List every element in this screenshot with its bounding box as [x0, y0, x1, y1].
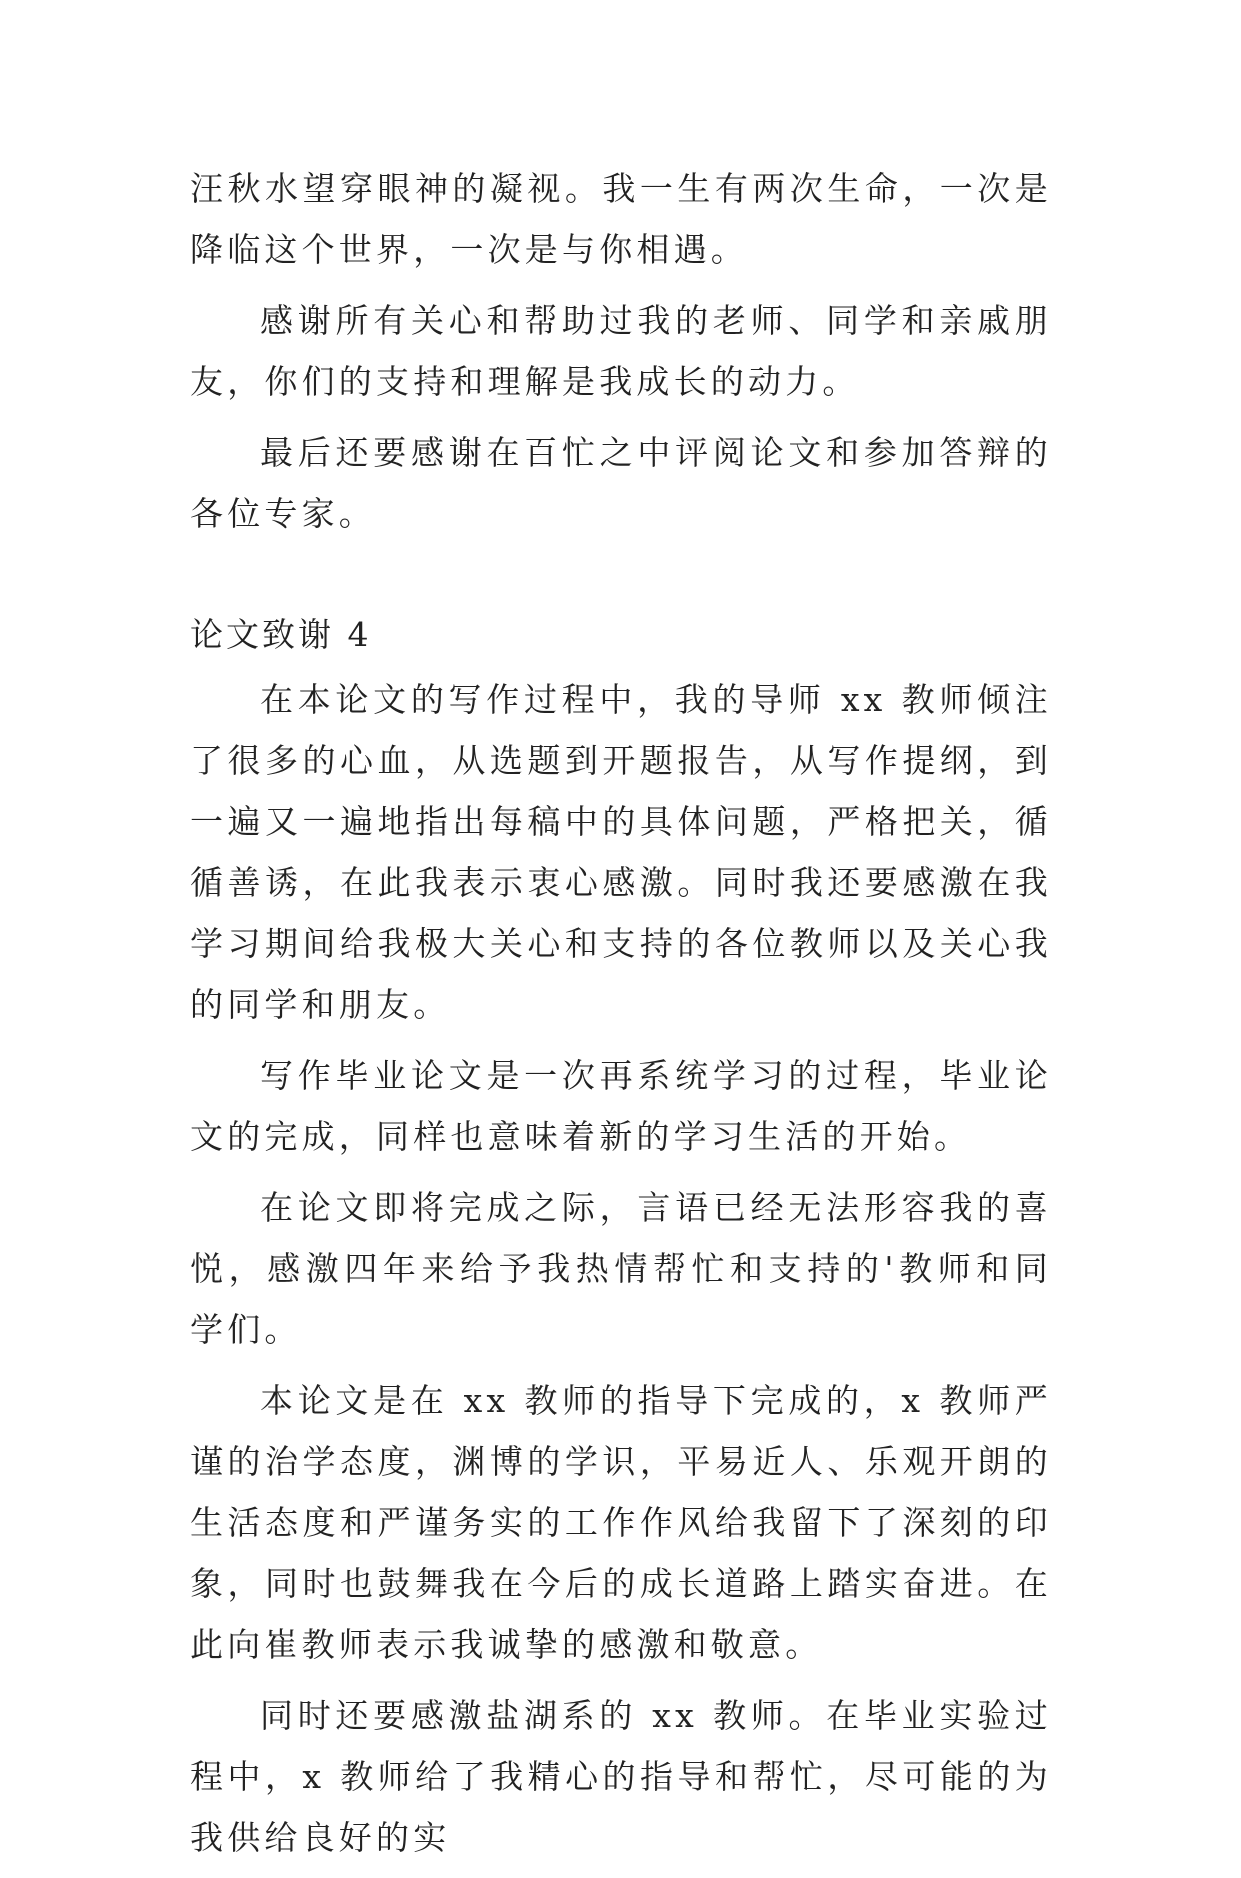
paragraph-teacher-guidance: 本论文是在 xx 教师的指导下完成的，x 教师严谨的治学态度，渊博的学识，平易近人、乐观开朗的生活态度和严谨务实的工作作风给我留下了深刻的印象，同时也鼓舞我在今后的成长道路上踏实奋进。在此向崔教师表示我诚挚的感激和敬意。 — [190, 1381, 1052, 1664]
section-heading: 论文致谢 4 — [190, 615, 372, 654]
paragraph-writing: 写作毕业论文是一次再系统学习的过程，毕业论文的完成，同样也意味着新的学习生活的开始。 — [190, 1056, 1052, 1156]
paragraph-salt-lake-dept: 同时还要感激盐湖系的 xx 教师。在毕业实验过程中，x 教师给了我精心的指导和帮忙，尽可能的为我供给良好的实 — [190, 1696, 1052, 1857]
paragraph-thanks-experts: 最后还要感谢在百忙之中评阅论文和参加答辩的各位专家。 — [190, 433, 1052, 533]
paragraph-gratitude: 在论文即将完成之际，言语已经无法形容我的喜悦，感激四年来给予我热情帮忙和支持的'教师和同学们。 — [190, 1188, 1052, 1349]
paragraph-thanks-family: 感谢所有关心和帮助过我的老师、同学和亲戚朋友，你们的支持和理解是我成长的动力。 — [190, 301, 1052, 401]
paragraph-advisor: 在本论文的写作过程中，我的导师 xx 教师倾注了很多的心血，从选题到开题报告，从写作提纲，到一遍又一遍地指出每稿中的具体问题，严格把关，循循善诱，在此我表示衷心感激。同时我还要感激在我学习期间给我极大关心和支持的各位教师以及关心我的同学和朋友。 — [190, 680, 1052, 1024]
document-body — [190, 158, 1052, 1878]
paragraph-continued: 汪秋水望穿眼神的凝视。我一生有两次生命，一次是降临这个世界，一次是与你相遇。 — [190, 169, 1052, 269]
